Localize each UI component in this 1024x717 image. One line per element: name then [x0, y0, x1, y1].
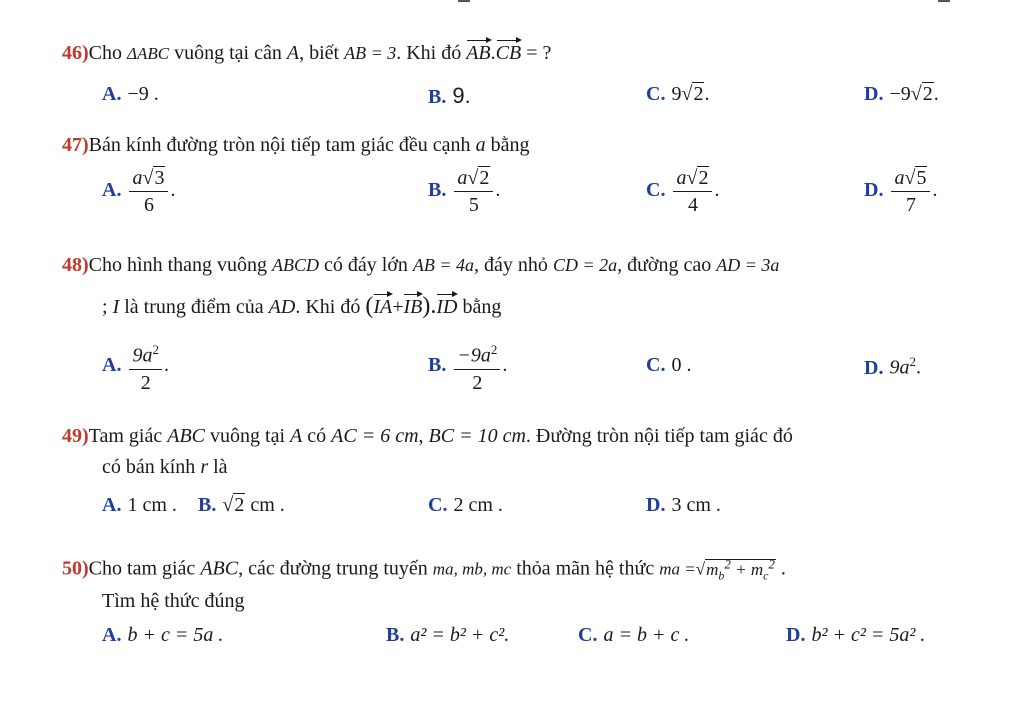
option-49-d[interactable]: D. 3 cm . [646, 494, 721, 516]
question-number: 49) [62, 425, 89, 447]
question-47-stem: 47)Bán kính đường tròn nội tiếp tam giác đều cạnh a bằng [62, 134, 530, 156]
option-46-d[interactable]: D. −9√2. [864, 83, 939, 105]
option-47-a[interactable]: A. $\frac{a√3}{6}$ . [102, 167, 176, 216]
option-48-d[interactable]: D. $9a^2$. [864, 354, 921, 379]
option-49-c[interactable]: C. 2 cm . [428, 494, 503, 516]
option-47-c[interactable]: C. $\frac{a√2}{4}$ . [646, 167, 720, 216]
question-50-stem-line1: 50)Cho tam giác ABC, các đường trung tuyến ma, mb, mc thỏa mãn hệ thức ma $=√m_b^2 + m_c^2$ . [62, 556, 786, 583]
question-number: 47) [62, 134, 89, 156]
median-relation-sqrt: $√m_b^2 + m_c^2$ [695, 556, 775, 583]
vector-ab: AB [466, 38, 490, 65]
vector-cb: CB [496, 38, 522, 65]
question-number: 50) [62, 557, 89, 580]
option-47-d[interactable]: D. $\frac{a√5}{7}$ . [864, 167, 938, 216]
vector-id: ID [436, 292, 457, 319]
vector-ia: IA [373, 292, 392, 319]
option-46-c[interactable]: C. 9√2. [646, 83, 710, 105]
option-48-a[interactable]: A. $\frac{9a^2}{2}$ . [102, 338, 169, 395]
question-50-stem-line2: Tìm hệ thức đúng [102, 590, 245, 612]
scan-mark-right [938, 0, 950, 6]
option-48-c[interactable]: C. 0 . [646, 354, 692, 376]
question-number: 46) [62, 42, 89, 64]
vector-ib: IB [403, 292, 422, 319]
question-48-stem-line2: ; I là trung điểm của AD. Khi đó (IA+IB).ID bằng [102, 293, 502, 319]
option-50-c[interactable]: C. a = b + c . [578, 624, 690, 646]
question-48-stem-line1: 48)Cho hình thang vuông ABCD có đáy lớn AB = 4a, đáy nhỏ CD = 2a, đường cao AD = 3a [62, 254, 780, 276]
option-47-b[interactable]: B. $\frac{a√2}{5}$ . [428, 167, 501, 216]
option-50-b[interactable]: B. a² = b² + c². [386, 624, 510, 646]
question-49-stem-line1: 49)Tam giác ABC vuông tại A có AC = 6 cm, BC = 10 cm. Đường tròn nội tiếp tam giác đó [62, 425, 793, 447]
question-number: 48) [62, 254, 89, 276]
option-49-a[interactable]: A. 1 cm . [102, 494, 177, 516]
scan-mark-left [458, 0, 470, 6]
option-48-b[interactable]: B. $\frac{-9a^2}{2}$ . [428, 338, 507, 395]
option-46-a[interactable]: A. −9 . [102, 83, 159, 105]
question-49-stem-line2: có bán kính r là [102, 456, 228, 478]
option-50-d[interactable]: D. b² + c² = 5a² . [786, 624, 926, 646]
option-49-b[interactable]: B. √2 cm . [198, 494, 285, 516]
option-50-a[interactable]: A. b + c = 5a . [102, 624, 224, 646]
question-46-stem: 46)Cho ΔABC vuông tại cân A, biết AB = 3. Khi đó AB.CB = ? [62, 38, 551, 65]
option-46-b[interactable]: B. 9. [428, 83, 471, 108]
